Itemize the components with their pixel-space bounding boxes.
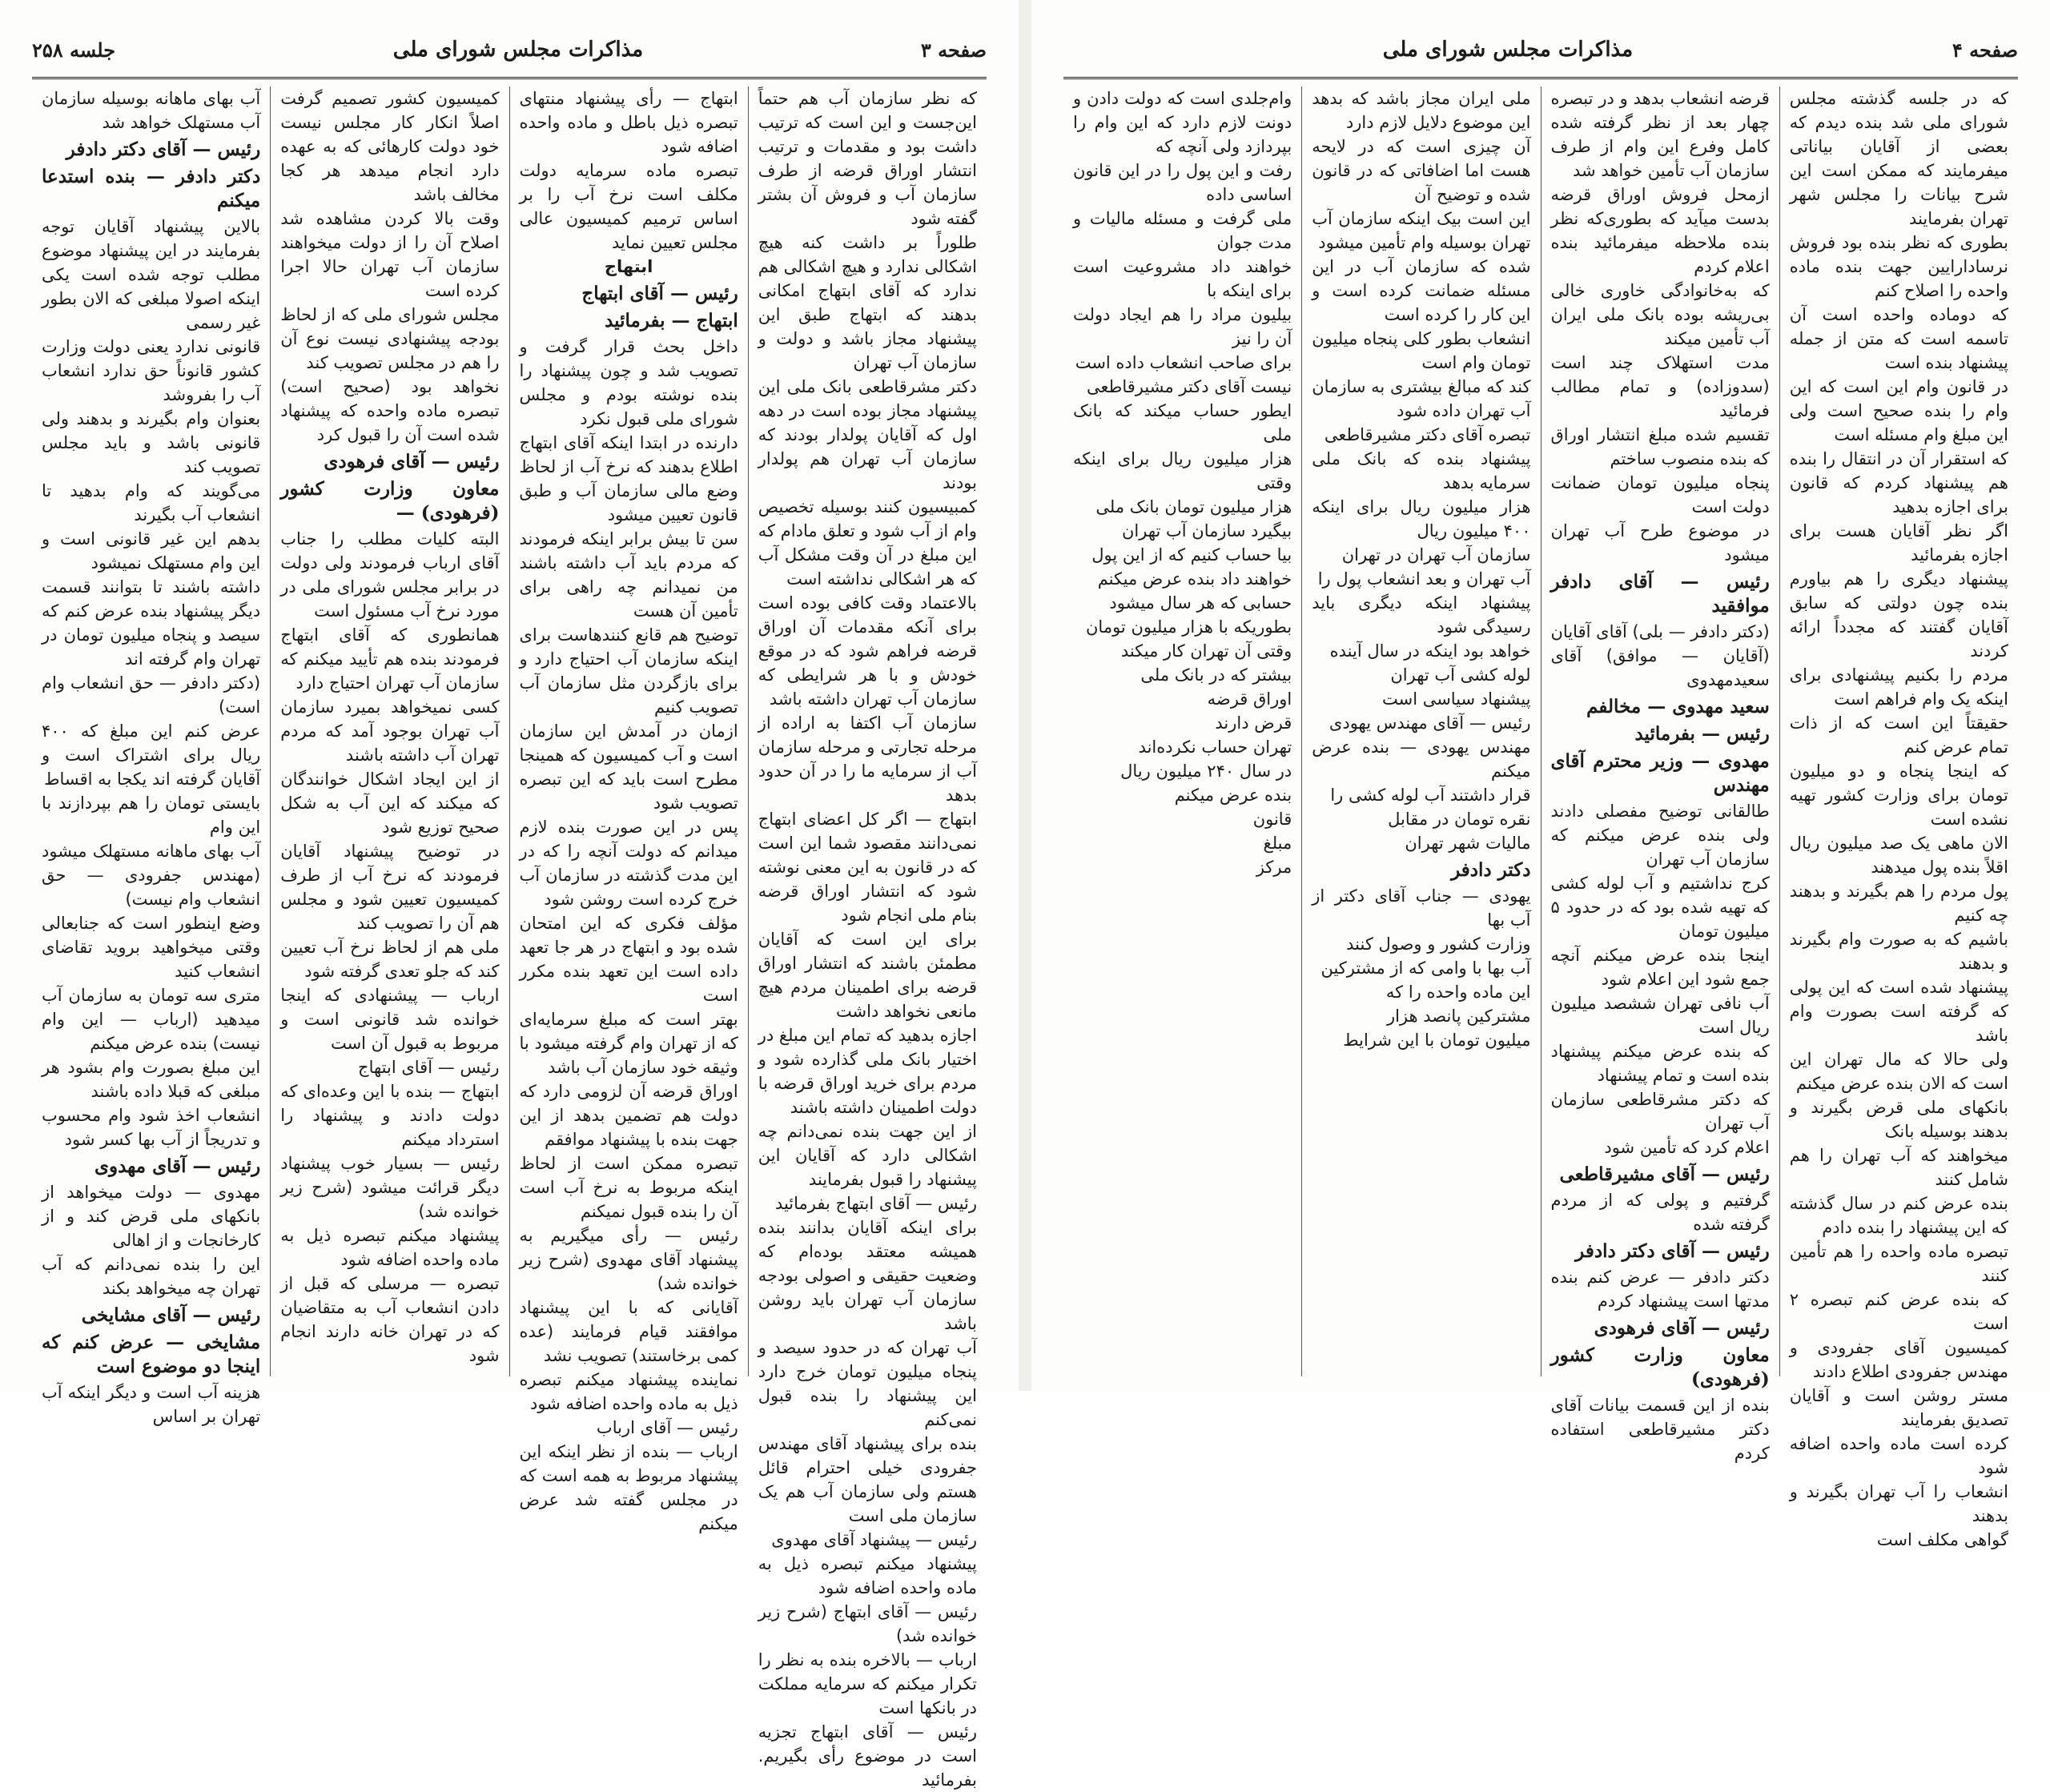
paragraph: دکتر دادفر — عرض کنم بنده مدتها است پیشنهاد کردم (1550, 1268, 1770, 1311)
paragraph: عرض کنم این مبلغ که ۴۰۰ ریال برای اشتراک است و آقایان گرفته اند یکجا به اقساط (42, 721, 261, 789)
paragraph: رفت و این پول را در این قانون اساسی داده (1073, 161, 1292, 204)
paragraph: اینجا بنده عرض میکنم آنچه جمع شود این اعلام شود (1550, 946, 1770, 989)
paragraph: مجلس شورای ملی که از لحاظ بودجه پیشنهادی نیست نوع آن را هم در مجلس تصویب کند (280, 305, 500, 372)
right-column-4 (1063, 86, 1302, 1376)
paragraph: کرده است ماده واحده اضافه شود (1789, 1434, 2008, 1477)
paragraph: رئیس — بسیار خوب پیشنهاد دیگر قرائت میشود (شرح زیر خوانده شد) (280, 1154, 500, 1221)
paragraph: (دکتر دادفر — بلی) آقای آقایان (آقایان — موافق) آقای سعیدمهدوی (1550, 622, 1770, 689)
paragraph: پیشنهاد میکنم تبصره ذیل به ماده واحده اضافه شود (758, 1554, 977, 1597)
paragraph: آب تهران و بعد انشعاب پول را (1317, 569, 1531, 589)
paragraph: تبصره ماده واحده را هم تأمین کنند (1789, 1242, 2008, 1285)
right-columns (1063, 86, 2018, 1549)
paragraph: متری سه تومان به سازمان آب میدهید (ارباب — این وام نیست) بنده عرض میکنم (42, 986, 261, 1053)
paragraph: در سال ۲۴۰ میلیون ریال (1120, 761, 1292, 781)
right-page-number: صفحه ۴ (1952, 38, 2018, 62)
paragraph: پیشنهاد میکنم تبصره ذیل به ماده واحده اضافه شود (280, 1226, 500, 1269)
paragraph: قانون (1252, 810, 1292, 829)
paragraph: از این ایجاد اشکال خوانندگان که میکند که این آب به شکل صحیح توزیع شود (280, 769, 500, 837)
left-page-header (32, 24, 987, 75)
paragraph: نخواهد بود (صحیح است) تبصره ماده واحده که پیشنهاد شده است آن را قبول کرد (280, 377, 500, 444)
paragraph: تبصره ماده سرمایه دولت مکلف است نرخ آب را بر اساس ترمیم کمیسیون عالی مجلس تعیین نماید (519, 161, 738, 252)
right-page-title: مذاکرات مجلس شورای ملی (1382, 38, 1634, 62)
paragraph: کمیسیون کشور تصمیم گرفت اصلاً انکار کار مجلس نیست خود دولت کارهائی که به عهده دارد انجام میدهد هر کجا مخالف باشد (280, 89, 500, 204)
paragraph: ابتهاج — رأی پیشنهاد منتهای تبصره ذیل باطل و ماده واحده اضافه شود (519, 89, 738, 156)
paragraph: که به‌خانوادگی خاوری خالی بی‌ریشه بوده بانک ملی ایران آب تأمین میکند (1550, 281, 1770, 348)
paragraph: بالاعتماد وقت کافی بوده است برای آنکه مقدمات آن اوراق قرضه فراهم شود که در موقع خودش و با هر شرایطی که سازمان آب تهران داشته باشد (758, 593, 977, 709)
paragraph: مستر روشن است و آقایان تصدیق بفرمایند (1789, 1386, 2008, 1429)
paragraph: ولی حالا که مال تهران این است که الان بنده عرض میکنم (1789, 1050, 2008, 1093)
speaker-heading: رئیس — آقای فرهودی (1594, 1317, 1770, 1339)
paragraph: اعلام کرد که تأمین شود (1604, 1138, 1770, 1157)
speaker-heading: رئیس — آقای دکتر دادفر (1575, 1240, 1770, 1262)
paragraph: قرض دارند (1215, 713, 1292, 733)
paragraph: آقایانی که با این پیشنهاد موافقند قیام فرمایند (عده کمی برخاستند) تصویب نشد (519, 1298, 738, 1365)
paragraph: که استقرار آن در انتقال را بنده هم پیشنهاد کردم که قانون برای اجازه بدهید (1789, 449, 2008, 516)
paragraph: رئیس — آقای ابتهاج (شرح زیر خوانده شد) (758, 1602, 977, 1645)
speaker-heading: مهدوی — وزیر محترم آقای مهندس (1550, 750, 1770, 796)
paragraph: بیگیرد سازمان آب تهران (1121, 521, 1292, 540)
paragraph: نیست آقای دکتر مشیرقاطعی (1087, 377, 1292, 396)
paragraph: مهدوی — دولت میخواهد از بانکهای ملی قرض کند و از کارخانجات و از اهالی (42, 1183, 261, 1250)
paragraph: مالیات شهر تهران (1405, 834, 1531, 853)
paragraph: بیا حساب کنیم که از این پول (1091, 545, 1292, 565)
paragraph: که بنده عرض میکنم پیشنهاد بنده است و تمام پیشنهاد (1550, 1042, 1770, 1085)
paragraph: که بنده عرض کنم تبصره ۲ است (1789, 1290, 2008, 1333)
paragraph: ابتهاج — بنده با این وعده‌ای که دولت دادند و پیشنهاد را استرداد میکنم (280, 1082, 500, 1149)
paragraph: مبلغ (1263, 834, 1292, 853)
paragraph: ابتهاج — اگر کل اعضای ابتهاج نمی‌دانند مقصود شما این است که در قانون به این معنی نوشته شود که انتشار اوراق قرضه بنام ملی انجام شود (758, 810, 977, 925)
paragraph: کسی نمیخواهد بمیرد سازمان آب تهران بوجود آمد که مردم تهران آب داشته باشند (280, 697, 500, 765)
paragraph: کرج نداشتیم و آب لوله کشی که تهیه شده بود که در حدود ۵ میلیون تومان (1550, 874, 1770, 941)
paragraph: وقت بالا کردن مشاهده شد اصلاح آن را از دولت میخواهند سازمان آب تهران حالا اجرا کرده است (280, 209, 500, 300)
paragraph: مؤلف فکری که این امتحان شده بود و ابتهاج در هر جا تعهد داده است این تعهد بنده مکرر است (519, 914, 738, 1005)
paragraph: قانونی ندارد یعنی دولت وزارت کشور قانوناً حق ندارد انشعاب آب را بفروشد (42, 337, 261, 404)
paragraph: بدهم این غیر قانونی است و این وام مستهلک نمیشود (42, 529, 261, 573)
paragraph: دکتر مشرقاطعی بانک ملی این پیشنهاد مجاز بوده است در دهه اول که آقایان پولدار بودند که سازمان آب تهران هم پولدار بودند (758, 377, 977, 492)
paragraph: بهتر است که مبلغ سرمایه‌ای که از تهران وام گرفته میشود با وثیقه خود سازمان آب باشد (519, 1010, 738, 1077)
paragraph: بانکهای ملی قرض بگیرند و بدهند بوسیله بانک (1789, 1098, 2008, 1141)
paragraph: بعنوان وام بگیرند و بدهند ولی قانونی باشد و باید مجلس تصویب کند (42, 409, 261, 476)
right-column-3 (1302, 86, 1541, 1376)
paragraph: مدت استهلاک چند است (سدوزاده) و تمام مطالب فرمائید (1550, 353, 1770, 420)
paragraph: پنجاه میلیون تومان ضمانت دولت است (1550, 473, 1770, 516)
paragraph: تبصره ممکن است از لحاظ اینکه مربوط به نرخ آب است آن را بنده قبول نمیکنم (519, 1154, 738, 1221)
paragraph: اوراق قرضه (1207, 689, 1292, 709)
book-gutter (1019, 0, 1031, 1391)
speaker-heading: دکتر دادفر (1451, 859, 1531, 881)
paragraph: تقسیم شده مبلغ انتشار اوراق که بنده منصوب ساختم (1550, 425, 1770, 468)
paragraph: در توضیح پیشنهاد آقایان فرمودند که نرخ آب از طرف کمیسیون تعیین شود و مجلس هم آن را تصویب کند (280, 842, 500, 933)
paragraph: باشیم که به صورت وام بگیرند و بدهند (1789, 930, 2008, 973)
paragraph: بایستی تومان را هم بپردازند با این وام (42, 794, 261, 837)
paragraph: ازمان در آمدش این سازمان است و آب کمیسیون که همینجا مطرح است باید که این تبصره تصویب شود (519, 721, 738, 813)
paragraph: برای صاحب انشعاب داده است (1075, 353, 1292, 372)
paragraph: کمبیسیون کنند بوسیله تخصیص وام از آب شود و تعلق مادام که این مبلغ در آن وقت مشکل آب که هر اشکالی نداشته است (758, 497, 977, 589)
speaker-heading: سعید مهدوی — مخالفم (1586, 696, 1770, 717)
section-heading: ابتهاج (604, 257, 653, 276)
paragraph: آب تهران که در حدود سیصد و پنجاه میلیون تومان خرج دارد این پیشنهاد را بنده قبول نمی‌کنم (758, 1338, 977, 1429)
paragraph: در قانون وام این است که این وام را بنده صحیح است ولی این مبلغ وام مسئله است (1789, 377, 2008, 444)
paragraph: از این جهت بنده نمی‌دانم چه اشکالی دارد که آقایان این پیشنهاد را قبول بفرمایند (758, 1122, 977, 1189)
paragraph: می‌گویند که وام بدهید تا انشعاب آب بگیرند (42, 481, 261, 524)
left-page (0, 0, 1019, 1790)
paragraph: بنده از این قسمت بیانات آقای دکتر مشیرقاطعی استفاده کردم (1550, 1396, 1770, 1463)
paragraph: سازمان آب اکتفا به اراده از مرحله تجارتی و مرحله سازمان آب از سرمایه ما را در آن حدود بدهد (758, 713, 977, 805)
paragraph: خواهند داد مشروعیت است برای اینکه با (1073, 257, 1292, 300)
paragraph: ارباب — بالاخره بنده به نظر را تکرار میکنم که سرمایه مملکت در بانکها است (758, 1650, 977, 1718)
paragraph: میلیون تومان با این شرایط (1343, 1031, 1531, 1050)
paragraph: پس در این صورت بنده لازم میدانم که دولت آنچه را که در این مدت گذشته در سازمان آب خرج کرده است روشن شود (519, 818, 738, 909)
paragraph: مردم را بکنیم پیشنهادی برای اینکه یک وام فراهم است (1789, 665, 2008, 709)
paragraph: که دوماده واحده است آن تاسمه است که متن از جمله پیشنهاد بنده است (1789, 305, 2008, 372)
paragraph: البته کلیات مطلب را جناب آقای ارباب فرمودند ولی دولت در برابر مجلس شورای ملی در مورد نرخ آب مسئول است (280, 529, 500, 621)
left-page-number: صفحه ۳ (920, 38, 987, 62)
right-page (1031, 0, 2050, 1549)
paragraph: کند که مبالغ بیشتری به سازمان آب تهران داده شود (1312, 377, 1531, 420)
paragraph: این است بیک اینکه سازمان آب تهران بوسیله وام تأمین میشود (1312, 209, 1531, 252)
paragraph: حسابی که هر سال میشود (1109, 593, 1292, 613)
paragraph: نقره تومان در مقابل (1388, 810, 1531, 829)
paragraph: مهندس یهودی — بنده عرض میکنم (1312, 737, 1531, 781)
paragraph: ملی هم از لحاظ نرخ آب تعیین کند که جلو تعدی گرفته شود (280, 938, 500, 981)
paragraph: پیشنهاد سیاسی است (1381, 689, 1531, 709)
paragraph: هزار میلیون ریال برای اینکه وقتی (1073, 449, 1292, 492)
paragraph: که نظر سازمان آب هم حتماً این‌جست و این است که ترتیب داشت بود و مقدمات و ترتیب انتشار اوراق قرضه از طرف سازمان آب و فروش آن بشتر گفته شود (758, 89, 977, 228)
speaker-heading: رئیس — آقای دکتر دادفر (66, 139, 261, 160)
paragraph: میخواهند که آب تهران را هم شامل کنند (1789, 1146, 2008, 1189)
paragraph: رئیس — رأی میگیریم به پیشنهاد آقای مهدوی (شرح زیر خوانده شد) (519, 1226, 738, 1293)
paragraph: رئیس — آقای مهندس یهودی (1328, 713, 1531, 733)
paragraph: شده که سازمان آب در این مسئله ضمانت کرده است و این کار را کرده است (1312, 257, 1531, 324)
right-column-1 (1780, 86, 2018, 1549)
paragraph: پیشنهاد بنده که بانک ملی سرمایه بدهد (1312, 449, 1531, 492)
paragraph: انشعاب بطور کلی پنجاه میلیون تومان وام است (1312, 329, 1531, 372)
left-column-2 (510, 86, 749, 1533)
paragraph: بالاین پیشنهاد آقایان توجه بفرمایند در این پیشنهاد موضوع مطلب توجه شده است یکی اینکه اصولا مبلغی که الان بطور غیر رسمی (42, 217, 261, 332)
paragraph: تبصره آقای دکتر مشیرقاطعی (1324, 425, 1531, 444)
paragraph: الان ماهی یک صد میلیون ریال اقلاً بنده پول میدهند (1789, 834, 2008, 877)
paragraph: برای این است که آقایان مطمئن باشند که انتشار اوراق قرضه برای اطمینان مردم هیچ مانعی نخواهد داشت (758, 930, 977, 1021)
paragraph: بنده عرض میکنم (1174, 786, 1292, 805)
paragraph: داشته باشند تا بتوانند قسمت دیگر پیشنهاد بنده عرض کنم که سیصد و پنجاه میلیون تومان در تهران وام گرفته اند (42, 577, 261, 669)
paragraph: بیلیون مراد را هم ایجاد دولت آن را نیز (1073, 305, 1292, 348)
paragraph: یهودی — جناب آقای دکتر از آب بها (1312, 886, 1531, 930)
paragraph: اجازه بدهید که تمام این مبلغ در اختیار بانک ملی گذارده شود و مردم برای خرید اوراق قرضه با دولت اطمینان داشته باشند (758, 1026, 977, 1117)
paragraph: قرضه انشعاب بدهد و در تبصره چهار بعد از نظر گرفته شده کامل وفرع این وام از طرف سازمان آب تأمین خواهد شد (1550, 89, 1770, 180)
speaker-heading: مشایخی — عرض کنم که اینجا دو موضوع است (42, 1332, 261, 1377)
paragraph: گواهی مکلف است (1876, 1530, 2008, 1549)
paragraph: خواهند داد بنده عرض میکنم (1097, 569, 1292, 589)
paragraph: خواهد بود اینکه در سال آینده (1329, 641, 1531, 661)
paragraph: پیشنهاد دیگری را هم بیاورم بنده چون دولتی که سابق آقایان گفتند که مجدداً ارائه کردند (1789, 569, 2008, 661)
left-column-4 (32, 86, 271, 1426)
paragraph: لوله کشی آب تهران (1390, 665, 1531, 685)
paragraph: مشترکین پانصد هزار (1386, 1006, 1531, 1026)
paragraph: دارنده در ابتدا اینکه آقای ابتهاج اطلاع بدهند که نرخ آب از لحاظ وضع مالی سازمان آب و طبق قانون تعیین میشود (519, 433, 738, 524)
paragraph: گرفتیم و پولی که از مردم گرفته شده (1550, 1191, 1770, 1234)
paragraph: آب بهای ماهانه مستهلک میشود (مهندس جفرودی — حق انشعاب وام نیست) (42, 842, 261, 909)
paragraph: ارباب — بنده از نظر اینکه این پیشنهاد مربوط به همه است که در مجلس گفته شد عرض میکنم (519, 1442, 738, 1533)
paragraph: که دکتر مشرقاطعی سازمان آب تهران (1550, 1090, 1770, 1133)
paragraph: هزینه آب است و دیگر اینکه آب تهران بر اساس (42, 1383, 261, 1426)
speaker-heading: رئیس — آقای فرهودی (324, 451, 500, 472)
right-column-2 (1542, 86, 1780, 1463)
paragraph: وضع اینطور است که جنابعالی وقتی میخواهید بروید تقاضای انشعاب کنید (42, 914, 261, 981)
paragraph: این را بنده نمی‌دانم که آب تهران چه میخواهد بکند (42, 1255, 261, 1298)
speaker-heading: ابتهاج — بفرمائید (605, 310, 738, 331)
paragraph: ملی ایران مجاز باشد که بدهد این موضوع دلایل لازم دارد (1312, 89, 1531, 132)
right-header-rule (1063, 77, 2018, 79)
speaker-heading: معاون وزارت کشور (فرهودی) (1550, 1344, 1770, 1390)
paragraph: بنده برای پیشنهاد آقای مهندس جفرودی خیلی احترام قائل هستم ولی سازمان آب هم یک سازمان ملی است (758, 1434, 977, 1525)
paragraph: قرار داشتند آب لوله کشی را (1330, 786, 1531, 805)
paragraph: نماینده پیشنهاد میکنم تبصره ذیل به ماده واحده اضافه شود (519, 1370, 738, 1413)
paragraph: ازمحل فروش اوراق قرضه بدست میآید که بطوری‌که نظر بنده ملاحظه میفرمائید بنده اعلام کردم (1550, 185, 1770, 276)
paragraph: حقیقتاً این است که از ذات تمام عرض کنم (1789, 713, 2008, 757)
paragraph: تبصره — مرسلی که قبل از دادن انشعاب آب به متقاضیان که در تهران خانه دارند انجام شود (280, 1274, 500, 1365)
right-page-header (1063, 24, 2018, 75)
paragraph: پیشنهاد اینکه دیگری باید رسیدگی شود (1312, 593, 1531, 637)
left-columns (32, 86, 987, 1790)
paragraph: تهران حساب نکرده‌اند (1138, 737, 1292, 757)
paragraph: ملی گرفت و مسئله مالیات و مدت جوان (1073, 209, 1292, 252)
paragraph: کمیسیون آقای جفرودی و مهندس جفرودی اطلاع دادند (1789, 1338, 2008, 1381)
paragraph: که اینجا پنجاه و دو میلیون تومان برای وزارت کشور تهیه نشده است (1789, 761, 2008, 829)
paragraph: (دکتر دادفر — حق انشعاب وام است) (42, 673, 261, 717)
paragraph: رئیس — آقای ابتهاج تجزیه است در موضوع رأی بگیریم. بفرمائید (758, 1722, 977, 1790)
paragraph: بطوری که نظر بنده بود فروش نرسادارایین جهت بنده ماده واحده را اصلاح کنم (1789, 233, 2008, 300)
paragraph: که در جلسه گذشته مجلس شورای ملی شد بنده دیدم که بعضی از آقایان بیاناتی میفرمایند که ممکن است این شرح بیانات را مجلس شهر تهران بفرمایند (1789, 89, 2008, 228)
speaker-heading: رئیس — آقای دادفر موافقید (1550, 571, 1770, 617)
paragraph: این ماده واحده را که (1385, 982, 1531, 1002)
paragraph: بنده عرض کنم در سال گذشته که این پیشنهاد را بنده دادم (1789, 1194, 2008, 1237)
speaker-heading: معاون وزارت کشور (فرهودی) — (280, 478, 500, 524)
left-column-1 (749, 86, 987, 1790)
paragraph: وام‌جلدی است که دولت دادن و دونت لازم دارد که این وام را بپردازد ولی آنچه که (1073, 89, 1292, 156)
paragraph: سن تا بیش برابر اینکه فرمودند که مردم باید آب داشته باشند من نمیدانم چه راهی برای تأمین آن هست (519, 529, 738, 621)
left-page-title: مذاکرات مجلس شورای ملی (392, 38, 644, 62)
paragraph: برای اینکه آقایان بدانند بنده همیشه معتقد بوده‌ام که وضعیت حقیقی و اصولی بودجه سازمان آب تهران باید روشن باشد (758, 1218, 977, 1333)
paragraph: هزار میلیون تومان بانک ملی (1095, 497, 1292, 516)
left-header-rule (32, 77, 987, 79)
paragraph: مرکز (1256, 858, 1292, 877)
speaker-heading: رئیس — آقای ابتهاج (581, 283, 738, 304)
paragraph: وقتی آن تهران کار میکند (1120, 641, 1292, 661)
paragraph: آب بها با وامی که از مشترکین (1320, 958, 1531, 978)
speaker-heading: رئیس — آقای مشیرقاطعی (1559, 1163, 1770, 1185)
paragraph: سازمان آب تهران در تهران (1341, 545, 1531, 565)
left-session-number: جلسه ۲۵۸ (32, 38, 116, 62)
paragraph: طلوراً بر داشت کنه هیچ اشکالی ندارد و هیچ اشکالی هم ندارد که آقای ابتهاج امکانی بدهند که ابتهاج طبق این پیشنهاد مجاز باشد و دولت و سازمان آب تهران (758, 233, 977, 372)
paragraph: ارباب — پیشنهادی که اینجا خوانده شد قانونی است و مربوط به قبول آن است (280, 986, 500, 1053)
paragraph: اوراق قرضه آن لزومی دارد که دولت هم تضمین بدهد از این جهت بنده با پیشنهاد موافقم (519, 1082, 738, 1149)
paragraph: هزار میلیون ریال برای اینکه ۴۰۰ میلیون ریال (1312, 497, 1531, 540)
speaker-heading: رئیس — بفرمائید (1634, 723, 1770, 745)
paragraph: این مبلغ بصورت وام بشود هر مبلغی که قبلا داده باشند (42, 1058, 261, 1101)
paragraph: پول مردم را هم بگیرند و بدهند چه کنیم (1789, 882, 2008, 925)
speaker-heading: رئیس — آقای مشایخی (81, 1304, 261, 1326)
paragraph: رئیس — آقای ارباب (596, 1418, 738, 1437)
paragraph: طالقانی توضیح مفصلی دادند ولی بنده عرض میکنم که سازمان آب تهران (1550, 802, 1770, 869)
paragraph: داخل بحث قرار گرفت و تصویب شد و چون پیشنهاد را بنده نوشته بودم و مجلس شورای ملی قبول نکرد (519, 337, 738, 428)
speaker-heading: رئیس — آقای مهدوی (94, 1155, 261, 1177)
paragraph: بطوریکه با هزار میلیون تومان (1086, 617, 1292, 637)
paragraph: ایطور حساب میکند که بانک ملی (1073, 401, 1292, 444)
paragraph: وزارت کشور و وصول کنند (1346, 934, 1531, 954)
paragraph: آب بهای ماهانه بوسیله سازمان آب مستهلک خواهد شد (42, 89, 261, 132)
paragraph: توضیح هم قانع کنندهاست برای اینکه سازمان آب احتیاج دارد و برای بازگردن مثل سازمان آب تصویب کنیم (519, 625, 738, 717)
left-column-3 (271, 86, 509, 1376)
paragraph: انشعاب را آب تهران بگیرند و بدهند (1789, 1482, 2008, 1525)
paragraph: رئیس — آقای ابتهاج (358, 1058, 500, 1077)
paragraph: همانطوری که آقای ابتهاج فرمودند بنده هم تأیید میکنم که سازمان آب تهران احتیاج دارد (280, 625, 500, 693)
paragraph: انشعاب اخذ شود وام محسوب و تدریجاً از آب بها کسر شود (42, 1106, 261, 1149)
paragraph: اگر نظر آقایان هست برای اجازه بفرمائید (1789, 521, 2008, 565)
paragraph: رئیس — پیشنهاد آقای مهدوی (771, 1530, 977, 1549)
paragraph: آب نافی تهران ششصد میلیون ریال است (1550, 994, 1770, 1037)
paragraph: رئیس — آقای ابتهاج بفرمائید (774, 1194, 977, 1213)
paragraph: در موضوع طرح آب تهران میشود (1550, 521, 1770, 565)
paragraph: بیشتر که در بانک ملی (1140, 665, 1292, 685)
paragraph: آن چیزی است که در لایحه هست اما اضافاتی که در قانون شده و توضیح آن (1312, 137, 1531, 204)
speaker-heading: دکتر دادفر — بنده استدعا میکنم (42, 166, 261, 211)
paragraph: پیشنهاد شده است که این پولی که گرفته است بصورت وام باشد (1789, 978, 2008, 1045)
